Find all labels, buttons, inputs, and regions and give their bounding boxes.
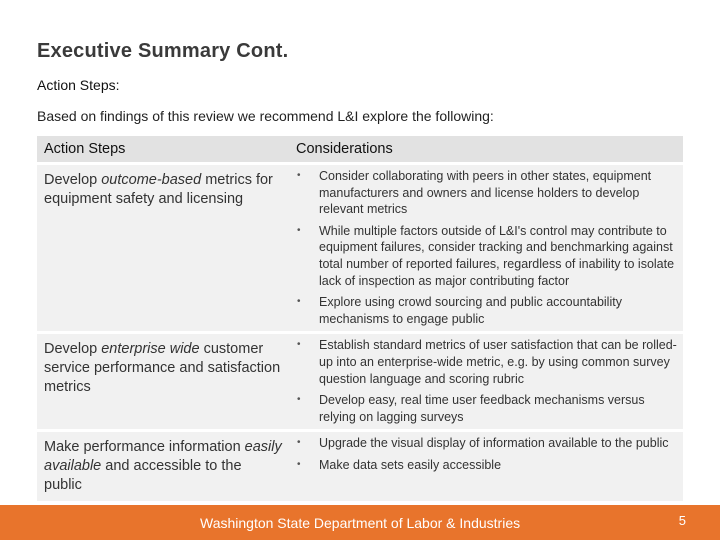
list-item [297, 435, 679, 452]
section-subtitle: Action Steps: [37, 77, 120, 93]
list-item [297, 223, 679, 289]
action-step-text: Make performance information [44, 439, 245, 456]
bullet-icon: • [297, 224, 301, 236]
considerations-list [297, 435, 679, 473]
action-step-cell [37, 432, 289, 501]
consideration-text: Develop easy, real time user feedback mechanisms versus relying on lagging surveys [319, 393, 645, 424]
considerations-cell [289, 432, 683, 501]
list-item [297, 168, 679, 218]
considerations-list [297, 337, 679, 425]
table-header-row [37, 136, 683, 162]
footer-bar [0, 505, 720, 540]
page-number: 5 [678, 513, 686, 528]
table-row [37, 334, 683, 429]
bullet-icon: • [297, 437, 301, 449]
list-item [297, 337, 679, 387]
considerations-list [297, 168, 679, 327]
considerations-cell [289, 165, 683, 331]
consideration-text: While multiple factors outside of L&I's control may contribute to equipment failures, consider tracking and benchmarking against total number of reported failures, regardless of inability to isolate lack of inspection as major contributing factor [319, 223, 675, 288]
column-header-action-steps: Action Steps [37, 136, 289, 162]
page-title: Executive Summary Cont. [37, 40, 289, 62]
action-steps-table [37, 133, 683, 504]
consideration-text: Establish standard metrics of user satisfaction that can be rolled-up into an enterprise-wide metric, e.g. by using common survey question language and scoring rubric [319, 338, 677, 386]
list-item [297, 392, 679, 425]
bullet-icon: • [297, 394, 301, 406]
list-item [297, 457, 679, 474]
consideration-text: Consider collaborating with peers in other states, equipment manufacturers and owners and license holders to develop relevant metrics [319, 169, 652, 217]
bullet-icon: • [297, 170, 301, 181]
action-step-emphasis: enterprise wide [101, 341, 200, 358]
table-row [37, 432, 683, 501]
bullet-icon: • [297, 296, 301, 308]
consideration-text: Upgrade the visual display of information available to the public [319, 436, 669, 451]
action-step-emphasis: easily available [44, 439, 282, 475]
consideration-text: Explore using crowd sourcing and public accountability mechanisms to engage public [319, 295, 622, 326]
action-step-emphasis: outcome-based [101, 172, 202, 188]
table-body [37, 165, 683, 501]
action-step-text: customer service performance and satisfaction metrics [44, 341, 281, 396]
column-header-considerations: Considerations [289, 136, 683, 162]
considerations-cell [289, 334, 683, 429]
footer-organization: Washington State Department of Labor & Industries [200, 515, 521, 531]
list-item [297, 294, 679, 327]
intro-text: Based on findings of this review we recommend L&I explore the following: [37, 108, 494, 124]
bullet-icon: • [297, 458, 301, 470]
action-step-text: Develop [44, 172, 102, 188]
action-step-text: metrics for equipment safety and licensing [44, 172, 273, 207]
bullet-icon: • [297, 339, 301, 351]
table-row [37, 165, 683, 331]
action-step-cell [37, 334, 289, 429]
action-step-cell [37, 165, 289, 331]
action-step-text: Develop [44, 341, 102, 358]
action-step-text: and accessible to the public [44, 458, 242, 494]
consideration-text: Make data sets easily accessible [319, 457, 502, 472]
